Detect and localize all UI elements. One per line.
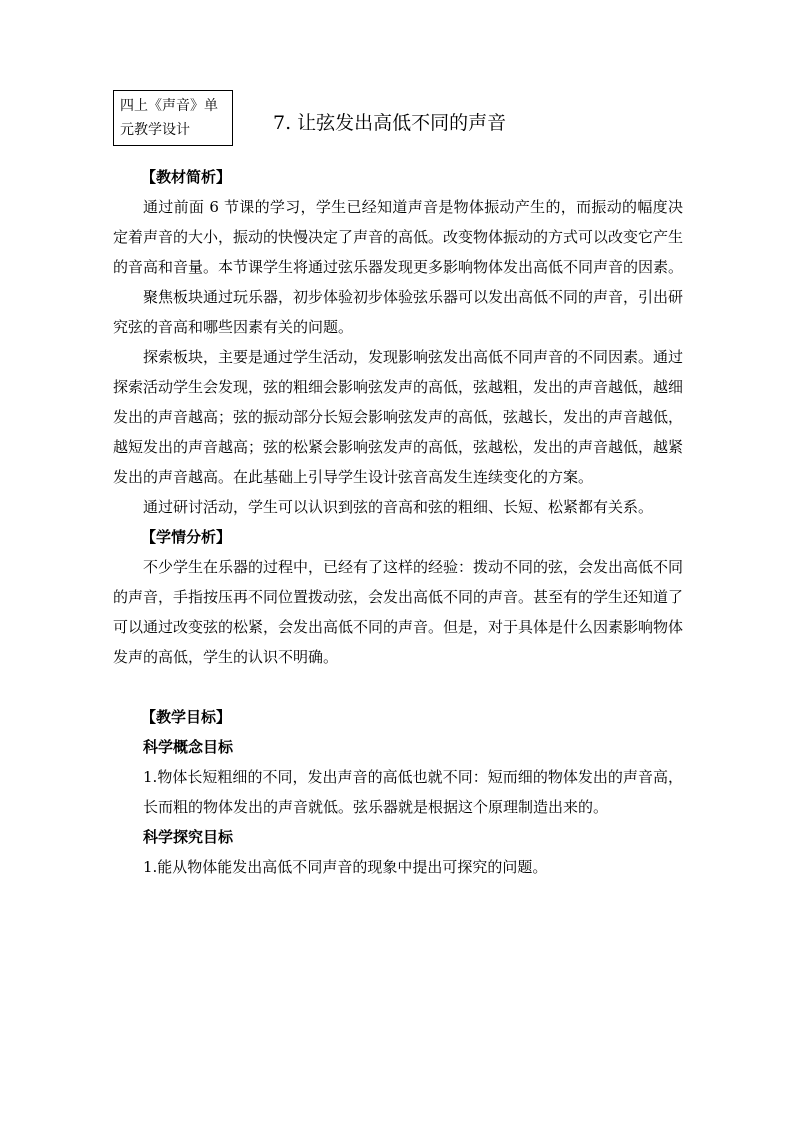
blank-line	[113, 672, 683, 702]
paragraph: 聚焦板块通过玩乐器，初步体验初步体验弦乐器可以发出高低不同的声音，引出研究弦的音高和哪些因素有关的问题。	[113, 288, 684, 336]
list-item: 1.物体长短粗细的不同，发出声音的高低也就不同：短而细的物体发出的声音高，长而粗的物体发出的声音就低。弦乐器就是根据这个原理制造出来的。	[143, 768, 683, 816]
paragraph: 通过前面 6 节课的学习，学生已经知道声音是物体振动产生的，而振动的幅度决定着声音的大小，振动的快慢决定了声音的高低。改变物体振动的方式可以改变它产生的音高和音量。本节课学生将通过弦乐器发现更多影响物体发出高低不同声音的因素。	[113, 198, 684, 276]
subheading-concept-goals: 科学概念目标	[143, 738, 234, 756]
paragraph: 不少学生在乐器的过程中，已经有了这样的经验：拨动不同的弦，会发出高低不同的声音，手指按压再不同位置拨动弦，会发出高低不同的声音。甚至有的学生还知道了可以通过改变弦的松紧，会发出高低不同的声音。但是，对于具体是什么因素影响物体发声的高低，学生的认识不明确。	[113, 558, 684, 666]
section-heading-teaching-goals: 【教学目标】	[141, 708, 232, 726]
paragraph: 探索板块，主要是通过学生活动，发现影响弦发出高低不同声音的不同因素。通过探索活动学生会发现，弦的粗细会影响弦发声的高低，弦越粗，发出的声音越低，越细发出的声音越高；弦的振动部分长短会影响弦发声的高低，弦越长，发出的声音越低，越短发出的声音越高；弦的松紧会影响弦发声的高低，弦越松，发出的声音越低，越紧发出的声音越高。在此基础上引导学生设计弦音高发生连续变化的方案。	[113, 348, 684, 486]
lesson-title: 7. 让弦发出高低不同的声音	[273, 111, 507, 134]
paragraph: 通过研讨活动，学生可以认识到弦的音高和弦的粗细、长短、松紧都有关系。	[143, 498, 654, 516]
unit-label-box	[113, 90, 233, 146]
document-body	[113, 162, 683, 882]
section-heading-material-analysis: 【教材简析】	[141, 168, 232, 186]
unit-label: 四上《声音》单元教学设计	[120, 98, 218, 138]
subheading-inquiry-goals: 科学探究目标	[143, 828, 234, 846]
list-item: 1.能从物体能发出高低不同声音的现象中提出可探究的问题。	[143, 858, 548, 876]
section-heading-student-analysis: 【学情分析】	[141, 528, 232, 546]
